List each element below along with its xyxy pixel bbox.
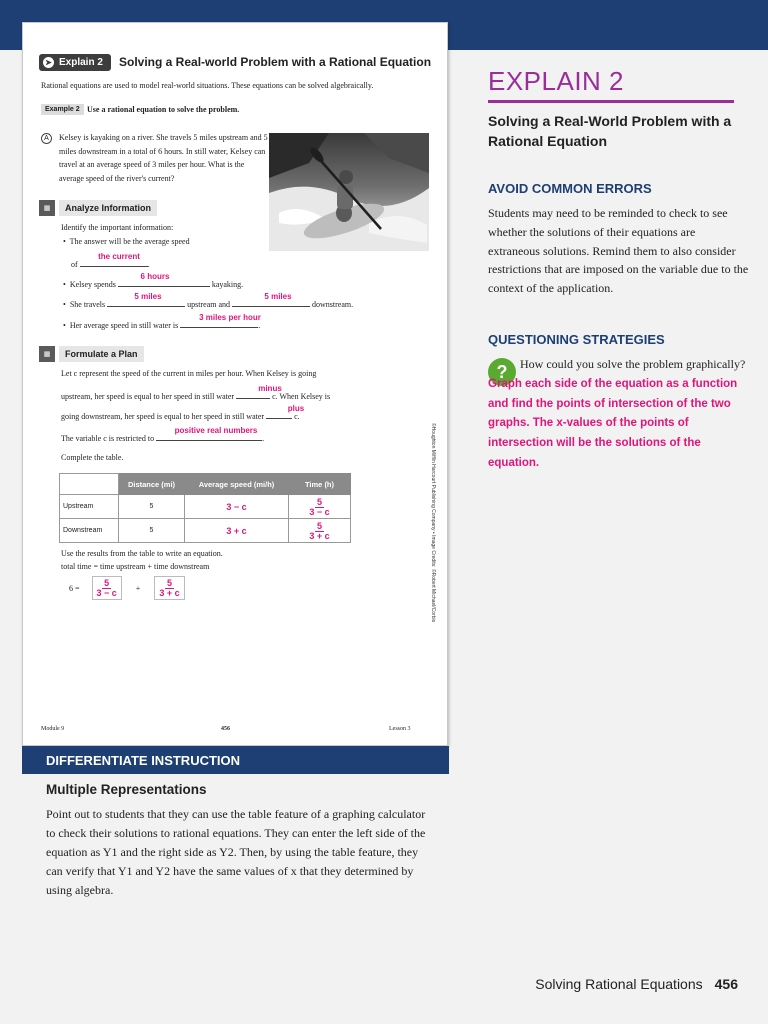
example-description: Use a rational equation to solve the problem. (87, 105, 240, 114)
problem-text: Kelsey is kayaking on a river. She travels 5 miles upstream and 5 miles downstream in a total of 6 hours. In still water, Kelsey can travel at an average speed of 3 miles per hour. What is the average speed of the river's current? (59, 133, 268, 183)
kayak-photo (269, 133, 429, 251)
answer-plus: plus (287, 404, 305, 413)
page-footer-number: 456 (714, 976, 738, 992)
explain-icon: ➤ (43, 57, 54, 68)
heading-rule (488, 100, 734, 103)
identify-text: Identify the important information: (61, 223, 174, 232)
footer-page: 456 (221, 726, 230, 732)
complete-table-text: Complete the table. (61, 453, 124, 462)
avoid-errors-heading: AVOID COMMON ERRORS (488, 181, 652, 196)
answer-upstream-miles: 5 miles (134, 292, 162, 301)
bullet-3: • She travels upstream and downstream. (63, 297, 353, 309)
table-header-time: Time (h) (289, 474, 351, 495)
table-row (60, 519, 351, 543)
explain-tag: ➤ Explain 2 (39, 54, 111, 71)
page-footer-title: Solving Rational Equations (535, 976, 703, 992)
example-tag: Example 2 (41, 104, 84, 115)
rate-table (59, 473, 351, 543)
row-time: $\frac{5}{3 - c}$ (289, 495, 351, 519)
plan-line-1: Let c represent the speed of the current in miles per hour. When Kelsey is going (61, 369, 317, 378)
differentiate-subheading: Multiple Representations (46, 782, 207, 797)
answer-still-speed: 3 miles per hour (199, 313, 261, 322)
page-footer (535, 976, 738, 992)
differentiate-band: DIFFERENTIATE INSTRUCTION (22, 746, 449, 774)
bullet-1: • The answer will be the average speed (63, 237, 190, 246)
equation-fraction-1[interactable]: $\frac{5}{3 - c}$ (92, 576, 122, 600)
photo-credit: ©Houghton Mifflin Harcourt Publishing Company • Image Credits: ©Robert Michael/Corbis (430, 423, 436, 623)
table-row (60, 495, 351, 519)
bullet-1-cont: of . (71, 257, 150, 269)
question-text: How could you solve the problem graphically? (520, 357, 746, 371)
plan-tag: ▦ Formulate a Plan (39, 345, 144, 363)
row-speed: 3 + c (185, 519, 289, 543)
explain-subtitle: Solving a Real-World Problem with a Rational Equation (488, 113, 732, 149)
row-label: Upstream (60, 495, 119, 519)
analyze-tag: ▦ Analyze Information (39, 199, 157, 217)
plan-line-2: upstream, her speed is equal to her speed in still water c. When Kelsey is (61, 389, 330, 401)
row-distance: 5 (119, 519, 185, 543)
plan-line-4: The variable c is restricted to . (61, 431, 264, 443)
row-speed: 3 − c (185, 495, 289, 519)
table-header-distance: Distance (mi) (119, 474, 185, 495)
explain-heading: EXPLAIN 2 (488, 66, 625, 96)
row-label: Downstream (60, 519, 119, 543)
intro-text: Rational equations are used to model real-world situations. These equations can be solved algebraically. (41, 81, 374, 90)
question-icon: ? (488, 358, 516, 386)
answer-restriction: positive real numbers (174, 426, 258, 435)
analyze-icon: ▦ (39, 200, 55, 216)
student-title: Solving a Real-world Problem with a Rational Equation (119, 55, 432, 69)
part-label: A (41, 133, 52, 144)
avoid-errors-body: Students may need to be reminded to check to see whether the solutions of their equations are extraneous solutions. Remind them to also consider restrictions that are imposed on the variable due to the context of the application. (488, 206, 749, 296)
footer-module: Module 9 (41, 726, 65, 732)
student-page (22, 22, 448, 746)
questioning-heading: QUESTIONING STRATEGIES (488, 332, 665, 347)
equation-line-1: Use the results from the table to write an equation. (61, 549, 223, 558)
footer-lesson: Lesson 3 (389, 726, 411, 732)
bullet-4: • Her average speed in still water is . (63, 318, 260, 330)
equation-row (69, 576, 185, 600)
bullet-2: • Kelsey spends kayaking. (63, 277, 243, 289)
questioning-body (488, 355, 750, 473)
plan-line-3: going downstream, her speed is equal to her speed in still water c. (61, 409, 300, 421)
equation-fraction-2[interactable]: $\frac{5}{3 + c}$ (154, 576, 184, 600)
answer-minus: minus (258, 384, 282, 393)
row-time: $\frac{5}{3 + c}$ (289, 519, 351, 543)
table-header-speed: Average speed (mi/h) (185, 474, 289, 495)
row-distance: 5 (119, 495, 185, 519)
equation-line-2: total time = time upstream + time downstream (61, 562, 210, 571)
question-answer: Graph each side of the equation as a function and find the points of intersection of the two graphs. The x-values of the points of intersection will be the solutions of the equation. (488, 377, 738, 469)
answer-current: the current (98, 252, 140, 261)
equation-plus: + (135, 583, 141, 593)
answer-hours: 6 hours (140, 272, 170, 281)
differentiate-body: Point out to students that they can use the table feature of a graphing calculator to check their solutions to rational equations. They can enter the left side of the equation as Y1 and the right side as Y2. Then, by using the table feature, they can verify that Y1 and Y2 have the same values of x that they determined by using algebra. (46, 807, 426, 897)
plan-icon: ▦ (39, 346, 55, 362)
equation-lhs: 6 = (69, 583, 80, 593)
answer-downstream-miles: 5 miles (264, 292, 292, 301)
table-header-row (60, 474, 351, 495)
table-header-blank (60, 474, 119, 495)
